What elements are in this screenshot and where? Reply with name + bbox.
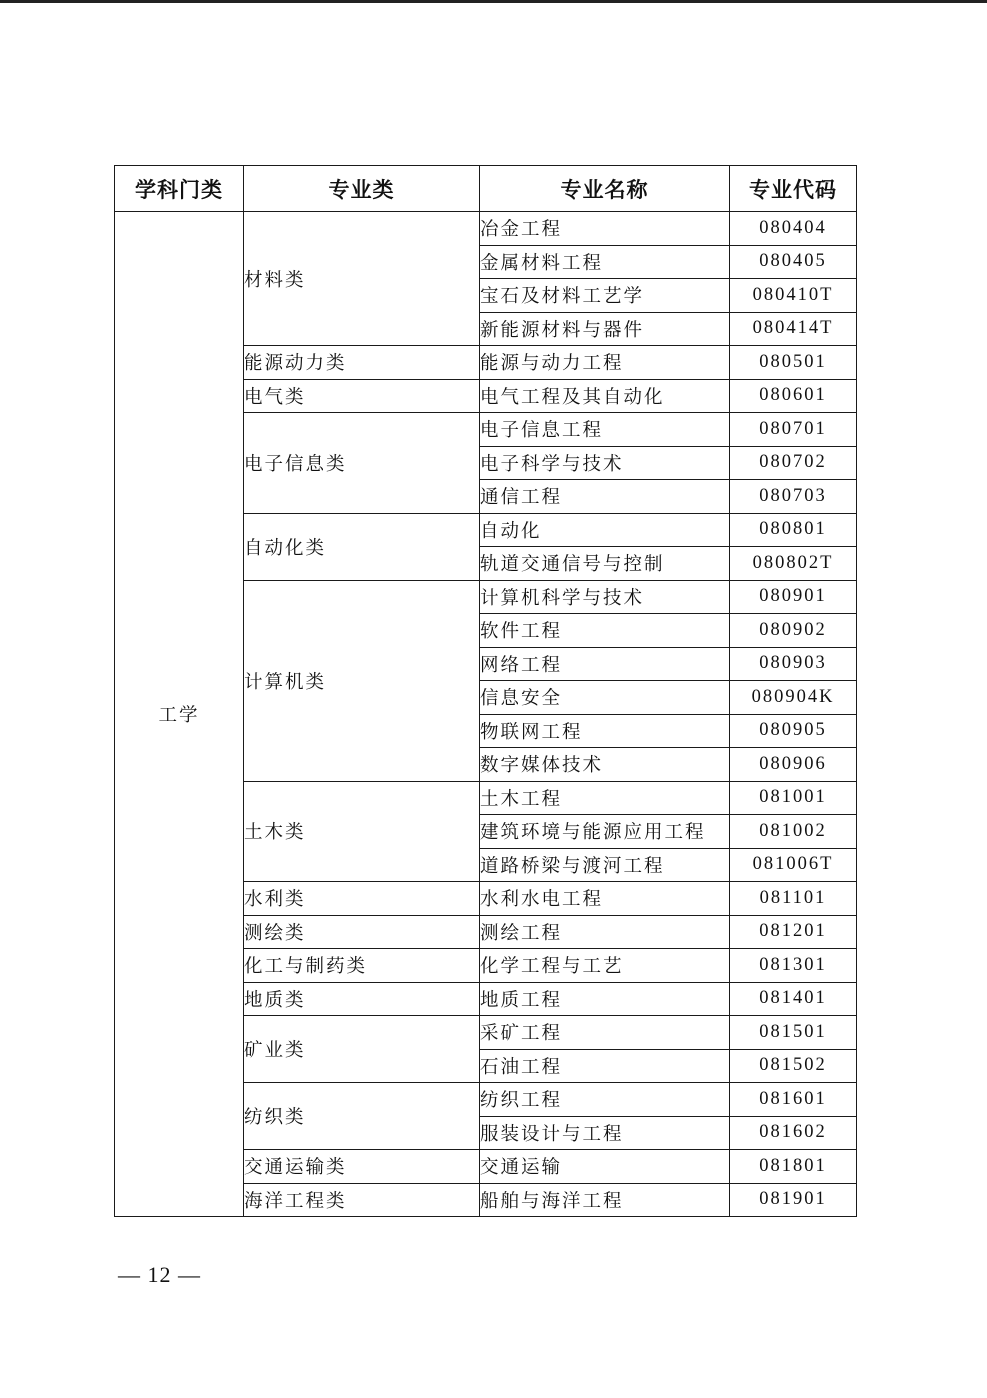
major-name-cell: 服装设计与工程 xyxy=(480,1116,730,1150)
discipline-cell: 工学 xyxy=(115,212,244,1217)
major-name-cell: 道路桥梁与渡河工程 xyxy=(480,848,730,882)
page-number: — 12 — xyxy=(118,1262,201,1287)
major-name-cell: 测绘工程 xyxy=(480,915,730,949)
major-code-cell: 081901 xyxy=(730,1183,857,1217)
header-major-name: 专业名称 xyxy=(480,166,730,212)
major-name-cell: 地质工程 xyxy=(480,982,730,1016)
major-code-cell: 080703 xyxy=(730,480,857,514)
major-code-cell: 081301 xyxy=(730,949,857,983)
major-code-cell: 080414T xyxy=(730,312,857,346)
major-name-cell: 电气工程及其自动化 xyxy=(480,379,730,413)
major-code-cell: 081101 xyxy=(730,882,857,916)
major-name-cell: 船舶与海洋工程 xyxy=(480,1183,730,1217)
major-name-cell: 土木工程 xyxy=(480,781,730,815)
major-code-cell: 080904K xyxy=(730,681,857,715)
major-name-cell: 纺织工程 xyxy=(480,1083,730,1117)
major-class-cell: 地质类 xyxy=(244,982,480,1016)
major-code-cell: 081602 xyxy=(730,1116,857,1150)
major-name-cell: 计算机科学与技术 xyxy=(480,580,730,614)
major-name-cell: 石油工程 xyxy=(480,1049,730,1083)
major-code-cell: 080901 xyxy=(730,580,857,614)
table-body xyxy=(115,212,857,1217)
scan-top-edge xyxy=(0,0,987,3)
major-class-cell: 水利类 xyxy=(244,882,480,916)
major-code-cell: 080702 xyxy=(730,446,857,480)
major-class-cell: 纺织类 xyxy=(244,1083,480,1150)
major-name-cell: 信息安全 xyxy=(480,681,730,715)
major-code-cell: 081201 xyxy=(730,915,857,949)
major-class-cell: 能源动力类 xyxy=(244,346,480,380)
major-name-cell: 数字媒体技术 xyxy=(480,748,730,782)
header-major-class: 专业类 xyxy=(244,166,480,212)
major-class-cell: 材料类 xyxy=(244,212,480,346)
major-name-cell: 电子科学与技术 xyxy=(480,446,730,480)
major-code-cell: 080801 xyxy=(730,513,857,547)
major-name-cell: 宝石及材料工艺学 xyxy=(480,279,730,313)
major-name-cell: 水利水电工程 xyxy=(480,882,730,916)
major-name-cell: 采矿工程 xyxy=(480,1016,730,1050)
major-name-cell: 化学工程与工艺 xyxy=(480,949,730,983)
major-code-cell: 081006T xyxy=(730,848,857,882)
major-code-cell: 080905 xyxy=(730,714,857,748)
major-code-cell: 081002 xyxy=(730,815,857,849)
major-code-cell: 080405 xyxy=(730,245,857,279)
major-class-cell: 交通运输类 xyxy=(244,1150,480,1184)
major-code-cell: 080701 xyxy=(730,413,857,447)
major-code-cell: 080802T xyxy=(730,547,857,581)
major-class-cell: 土木类 xyxy=(244,781,480,882)
table-header-row xyxy=(115,166,857,212)
major-name-cell: 网络工程 xyxy=(480,647,730,681)
major-name-cell: 金属材料工程 xyxy=(480,245,730,279)
major-code-cell: 080903 xyxy=(730,647,857,681)
major-name-cell: 物联网工程 xyxy=(480,714,730,748)
major-name-cell: 轨道交通信号与控制 xyxy=(480,547,730,581)
majors-table xyxy=(114,165,857,1217)
major-name-cell: 通信工程 xyxy=(480,480,730,514)
major-code-cell: 080906 xyxy=(730,748,857,782)
table-row xyxy=(115,212,857,246)
header-major-code: 专业代码 xyxy=(730,166,857,212)
major-code-cell: 080601 xyxy=(730,379,857,413)
major-code-cell: 080410T xyxy=(730,279,857,313)
major-name-cell: 能源与动力工程 xyxy=(480,346,730,380)
major-name-cell: 交通运输 xyxy=(480,1150,730,1184)
major-code-cell: 080902 xyxy=(730,614,857,648)
major-class-cell: 海洋工程类 xyxy=(244,1183,480,1217)
major-name-cell: 冶金工程 xyxy=(480,212,730,246)
major-class-cell: 电气类 xyxy=(244,379,480,413)
major-name-cell: 电子信息工程 xyxy=(480,413,730,447)
major-class-cell: 电子信息类 xyxy=(244,413,480,514)
major-name-cell: 新能源材料与器件 xyxy=(480,312,730,346)
major-code-cell: 081502 xyxy=(730,1049,857,1083)
header-discipline: 学科门类 xyxy=(115,166,244,212)
major-code-cell: 081501 xyxy=(730,1016,857,1050)
major-code-cell: 080501 xyxy=(730,346,857,380)
major-class-cell: 计算机类 xyxy=(244,580,480,781)
major-name-cell: 自动化 xyxy=(480,513,730,547)
major-name-cell: 软件工程 xyxy=(480,614,730,648)
major-code-cell: 081801 xyxy=(730,1150,857,1184)
major-class-cell: 化工与制药类 xyxy=(244,949,480,983)
major-code-cell: 081401 xyxy=(730,982,857,1016)
major-name-cell: 建筑环境与能源应用工程 xyxy=(480,815,730,849)
major-class-cell: 矿业类 xyxy=(244,1016,480,1083)
major-code-cell: 080404 xyxy=(730,212,857,246)
major-code-cell: 081601 xyxy=(730,1083,857,1117)
major-class-cell: 自动化类 xyxy=(244,513,480,580)
major-code-cell: 081001 xyxy=(730,781,857,815)
major-class-cell: 测绘类 xyxy=(244,915,480,949)
